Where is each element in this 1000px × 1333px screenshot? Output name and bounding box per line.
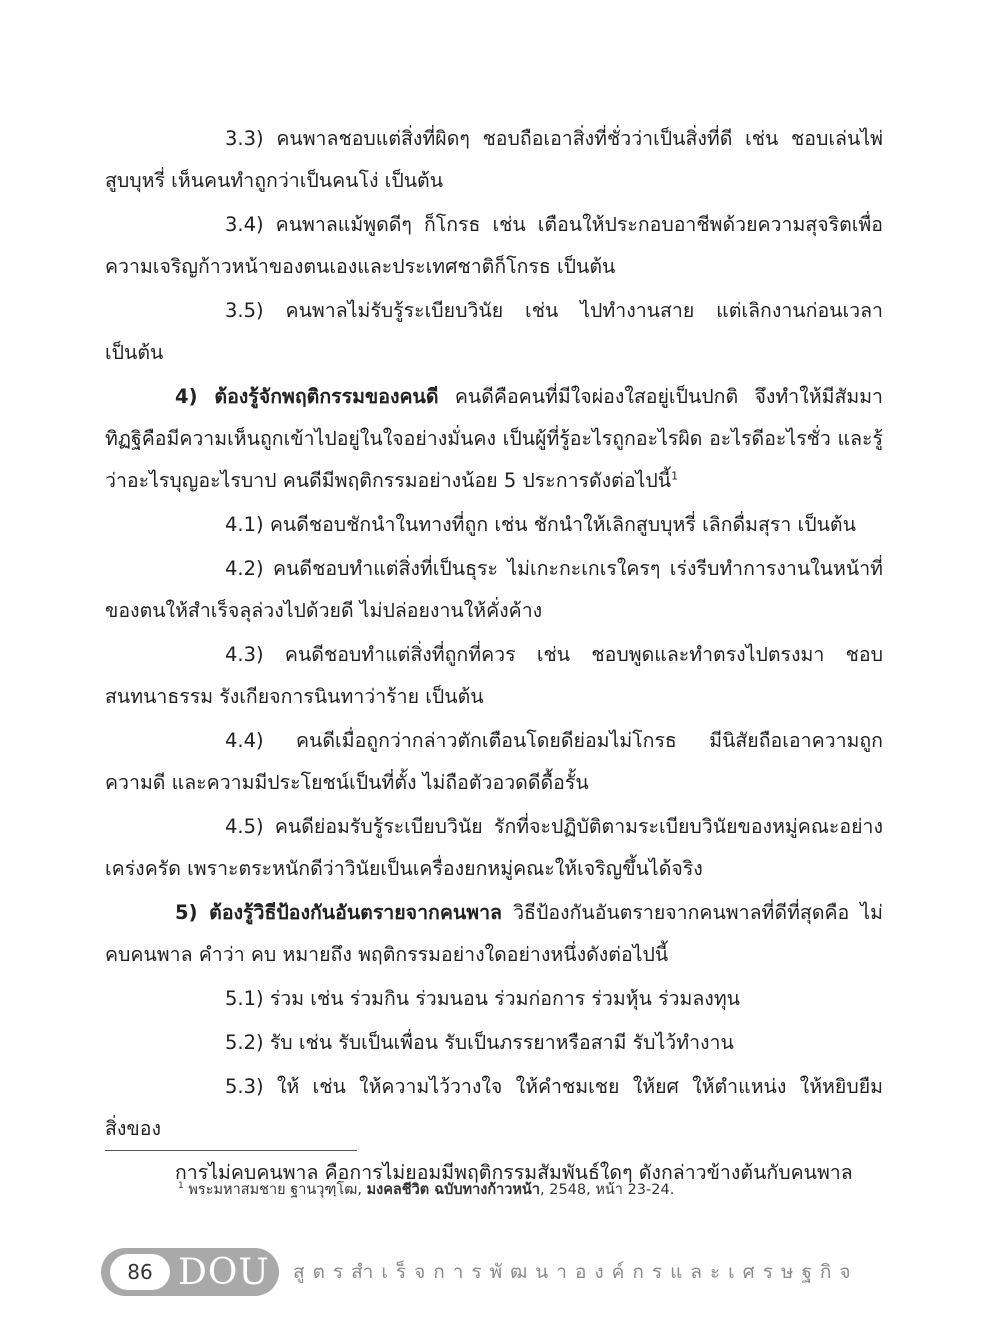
paragraph-3-5: 3.5) คนพาลไม่รับรู้ระเบียบวินัย เช่น ไปทำงานสาย แต่เลิกงานก่อนเวลา เป็นต้น <box>105 299 883 364</box>
paragraph-5-2: 5.2) รับ เช่น รับเป็นเพื่อน รับเป็นภรรยาหรือสามี รับไว้ทำงาน <box>225 1031 734 1054</box>
paragraph-4-3: 4.3) คนดีชอบทำแต่สิ่งที่ถูกที่ควร เช่น ชอบพูดและทำตรงไปตรงมา ชอบสนทนาธรรม รังเกียจการนินทาว่าร้าย เป็นต้น <box>105 643 883 708</box>
paragraph-5 <box>105 892 883 976</box>
paragraph-5-3: 5.3) ให้ เช่น ให้ความไว้วางใจ ให้คำชมเชย ให้ยศ ให้ตำแหน่ง ให้หยิบยืมสิ่งของ <box>105 1075 883 1140</box>
brand-logo: DOU <box>178 1251 270 1293</box>
body-text <box>105 118 883 1196</box>
heading-4: 4) ต้องรู้จักพฤติกรรมของคนดี <box>175 385 439 408</box>
footnote-divider <box>105 1150 357 1151</box>
paragraph-4-1: 4.1) คนดีชอบชักนำในทางที่ถูก เช่น ชักนำให้เลิกสูบบุหรี่ เลิกดื่มสุรา เป็นต้น <box>225 513 856 536</box>
footnote-number: 1 <box>178 1181 184 1192</box>
page-footer <box>101 1248 859 1296</box>
paragraph-4 <box>105 376 883 502</box>
footnote-author: พระมหาสมชาย ฐานวุฑฺโฒ, <box>188 1182 367 1198</box>
paragraph-4-body: คนดีคือคนที่มีใจผ่องใสอยู่เป็นปกติ จึงทำให้มีสัมมาทิฏฐิคือมีความเห็นถูกเข้าไปอยู่ในใจอย่างมั่นคง เป็นผู้ที่รู้อะไรถูกอะไรผิด อะไรดีอะไรชั่ว และรู้ว่าอะไรบุญอะไรบาป คนดีมีพฤติกรรมอย่างน้อย 5 ประการดังต่อไปนี้ <box>105 385 884 492</box>
paragraph-5-body: วิธีป้องกันอันตรายจากคนพาลที่ดีที่สุดคือ ไม่คบคนพาล คำว่า คบ หมายถึง พฤติกรรมอย่างใดอย่างหนึ่งดังต่อไปนี้ <box>105 901 883 966</box>
course-title: สูตรสำเร็จการพัฒนาองค์กรและเศรษฐกิจ <box>293 1261 859 1283</box>
footnote-title: มงคลชีวิต ฉบับทางก้าวหน้า <box>366 1182 540 1198</box>
paragraph-4-5: 4.5) คนดีย่อมรับรู้ระเบียบวินัย รักที่จะปฏิบัติตามระเบียบวินัยของหมู่คณะอย่างเคร่งครัด เพราะตระหนักดีว่าวินัยเป็นเครื่องยกหมู่คณะให้เจริญขึ้นได้จริง <box>105 815 883 880</box>
paragraph-3-3: 3.3) คนพาลชอบแต่สิ่งที่ผิดๆ ชอบถือเอาสิ่งที่ชั่วว่าเป็นสิ่งที่ดี เช่น ชอบเล่นไพ่ สูบบุหรี่ เห็นคนทำถูกว่าเป็นคนโง่ เป็นต้น <box>105 127 883 192</box>
paragraph-conclusion: การไม่คบคนพาล คือการไม่ยอมมีพฤติกรรมสัมพันธ์ใดๆ ดังกล่าวข้างต้นกับคนพาล <box>175 1161 853 1184</box>
heading-5: 5) ต้องรู้วิธีป้องกันอันตรายจากคนพาล <box>175 901 502 924</box>
footnote-ref: 1 <box>671 469 679 483</box>
paragraph-5-1: 5.1) ร่วม เช่น ร่วมกิน ร่วมนอน ร่วมก่อการ ร่วมหุ้น ร่วมลงทุน <box>225 987 740 1010</box>
footer-badge <box>101 1248 279 1296</box>
page-number: 86 <box>110 1254 170 1290</box>
footnote <box>178 1178 674 1201</box>
footnote-details: , 2548, หน้า 23-24. <box>540 1182 675 1198</box>
paragraph-3-4: 3.4) คนพาลแม้พูดดีๆ ก็โกรธ เช่น เตือนให้ประกอบอาชีพด้วยความสุจริตเพื่อความเจริญก้าวหน้าของตนเองและประเทศชาติก็โกรธ เป็นต้น <box>105 213 883 278</box>
paragraph-4-4: 4.4) คนดีเมื่อถูกว่ากล่าวตักเตือนโดยดีย่อมไม่โกรธ มีนิสัยถือเอาความถูก ความดี และความมีประโยชน์เป็นที่ตั้ง ไม่ถือตัวอวดดีดื้อรั้น <box>105 729 883 794</box>
paragraph-4-2: 4.2) คนดีชอบทำแต่สิ่งที่เป็นธุระ ไม่เกะกะเกเรใครๆ เร่งรีบทำการงานในหน้าที่ของตนให้สำเร็จลุล่วงไปด้วยดี ไม่ปล่อยงานให้คั่งค้าง <box>105 557 883 622</box>
